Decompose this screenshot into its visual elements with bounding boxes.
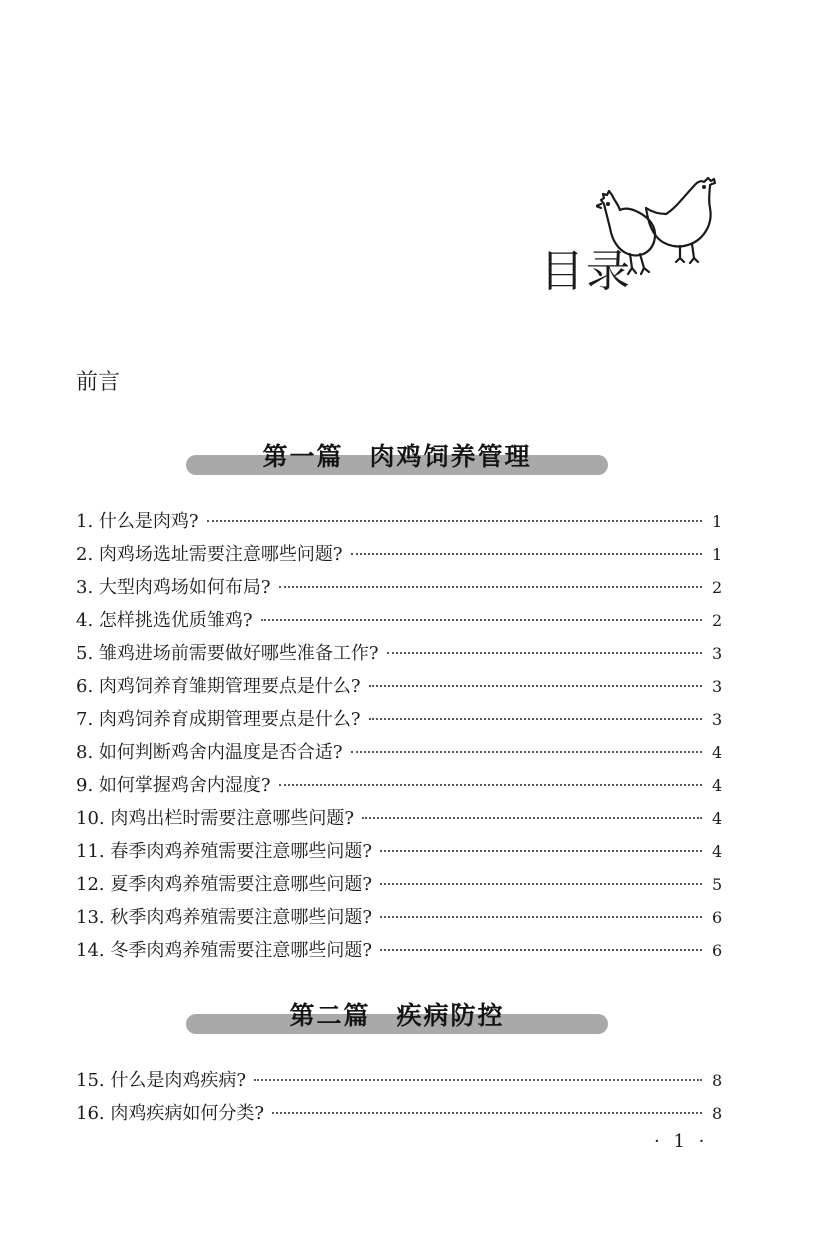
toc-page-number: 4 xyxy=(712,743,723,762)
toc-entry-text: 1. 什么是肉鸡? xyxy=(76,511,199,532)
leader-dots xyxy=(351,751,702,753)
part-heading xyxy=(186,437,608,473)
leader-dots xyxy=(362,817,702,819)
toc-entry[interactable] xyxy=(76,903,722,936)
leader-dots xyxy=(369,685,702,687)
toc-entry-text: 10. 肉鸡出栏时需要注意哪些问题? xyxy=(76,808,354,829)
part-title: 肉鸡饲养管理 xyxy=(369,442,532,471)
toc-entry[interactable] xyxy=(76,606,722,639)
leader-dots xyxy=(261,619,702,621)
leader-dots xyxy=(380,916,702,918)
leader-dots xyxy=(254,1079,702,1081)
toc-page-number: 1 xyxy=(712,512,723,531)
toc-entry-text: 8. 如何判断鸡舍内温度是否合适? xyxy=(76,742,343,763)
toc-page-number: 4 xyxy=(712,809,723,828)
toc-page-number: 4 xyxy=(712,842,723,861)
part-number: 第二篇 xyxy=(289,1001,371,1030)
toc-entry[interactable] xyxy=(76,1066,722,1099)
toc-entry-text: 5. 雏鸡进场前需要做好哪些准备工作? xyxy=(76,643,379,664)
toc-entry-text: 11. 春季肉鸡养殖需要注意哪些问题? xyxy=(76,841,372,862)
toc-entry[interactable] xyxy=(76,1099,722,1132)
toc-entry[interactable] xyxy=(76,639,722,672)
toc-entry[interactable] xyxy=(76,738,722,771)
toc-page-number: 3 xyxy=(712,710,723,729)
toc-preface-link[interactable]: 前言 xyxy=(76,370,121,395)
toc-page-number: 8 xyxy=(712,1104,723,1123)
leader-dots xyxy=(380,949,702,951)
toc-entry[interactable] xyxy=(76,771,722,804)
toc-entry-text: 3. 大型肉鸡场如何布局? xyxy=(76,577,271,598)
toc-list xyxy=(76,1066,722,1132)
part-number: 第一篇 xyxy=(262,442,344,471)
toc-page-number: 4 xyxy=(712,776,723,795)
toc-page-number: 1 xyxy=(712,545,723,564)
toc-entry-text: 13. 秋季肉鸡养殖需要注意哪些问题? xyxy=(76,907,372,928)
toc-entry-text: 2. 肉鸡场选址需要注意哪些问题? xyxy=(76,544,343,565)
leader-dots xyxy=(279,586,702,588)
toc-page-number: 3 xyxy=(712,644,723,663)
toc-page-number: 2 xyxy=(712,578,723,597)
part-heading xyxy=(186,996,608,1032)
toc-entry[interactable] xyxy=(76,936,722,969)
toc-page-number: 8 xyxy=(712,1071,723,1090)
page-number: · 1 · xyxy=(654,1131,709,1152)
toc-entry[interactable] xyxy=(76,804,722,837)
toc-page-number: 6 xyxy=(712,941,723,960)
toc-entry-text: 14. 冬季肉鸡养殖需要注意哪些问题? xyxy=(76,940,372,961)
leader-dots xyxy=(272,1112,702,1114)
toc-page-number: 2 xyxy=(712,611,723,630)
leader-dots xyxy=(351,553,702,555)
toc-entry[interactable] xyxy=(76,870,722,903)
toc-entry[interactable] xyxy=(76,705,722,738)
toc-entry-text: 15. 什么是肉鸡疾病? xyxy=(76,1070,246,1091)
toc-entry-text: 12. 夏季肉鸡养殖需要注意哪些问题? xyxy=(76,874,372,895)
part-banner xyxy=(186,437,608,483)
toc-entry[interactable] xyxy=(76,507,722,540)
leader-dots xyxy=(207,520,702,522)
toc-entry-text: 6. 肉鸡饲养育雏期管理要点是什么? xyxy=(76,676,361,697)
toc-entry[interactable] xyxy=(76,540,722,573)
toc-page-number: 5 xyxy=(712,875,723,894)
toc-entry[interactable] xyxy=(76,672,722,705)
leader-dots xyxy=(387,652,702,654)
leader-dots xyxy=(369,718,702,720)
page-title: 目录 xyxy=(540,246,632,297)
toc-entry[interactable] xyxy=(76,837,722,870)
leader-dots xyxy=(380,883,702,885)
leader-dots xyxy=(380,850,702,852)
toc-entry-text: 9. 如何掌握鸡舍内湿度? xyxy=(76,775,271,796)
toc-entry[interactable] xyxy=(76,573,722,606)
toc-entry-text: 4. 怎样挑选优质雏鸡? xyxy=(76,610,253,631)
toc-entry-text: 16. 肉鸡疾病如何分类? xyxy=(76,1103,264,1124)
toc-list xyxy=(76,507,722,969)
toc-page-number: 3 xyxy=(712,677,723,696)
toc-entry-text: 7. 肉鸡饲养育成期管理要点是什么? xyxy=(76,709,361,730)
part-title: 疾病防控 xyxy=(396,1001,505,1030)
toc-page-number: 6 xyxy=(712,908,723,927)
leader-dots xyxy=(279,784,702,786)
part-banner xyxy=(186,996,608,1042)
